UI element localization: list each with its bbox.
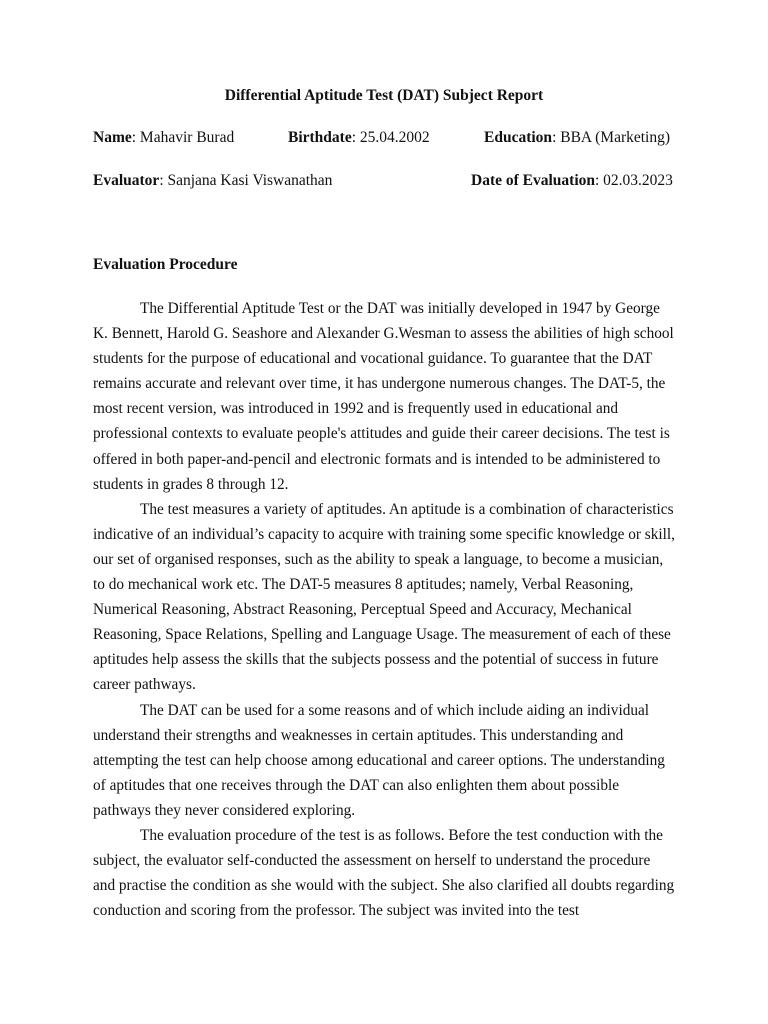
evaluation-date-value: : 02.03.2023	[595, 172, 673, 189]
paragraph: The evaluation procedure of the test is as follows. Before the test conduction with the subject, the evaluator self-conducted the assessment on herself to understand the procedure and practise the condition as she would with the subject. She also clarified all doubts regarding conduction and scoring from the professor. The subject was invited into the test	[93, 826, 675, 920]
education-field	[484, 129, 670, 147]
evaluator-field	[93, 172, 332, 190]
birthdate-label: Birthdate	[288, 129, 352, 146]
evaluation-date-label: Date of Evaluation	[471, 172, 595, 189]
evaluation-date-field	[471, 172, 673, 190]
name-field	[93, 129, 234, 147]
birthdate-value: : 25.04.2002	[351, 129, 430, 146]
evaluator-value: : Sanjana Kasi Viswanathan	[159, 172, 333, 189]
education-value: : BBA (Marketing)	[552, 129, 671, 146]
report-title: Differential Aptitude Test (DAT) Subject Report	[224, 87, 544, 104]
body-text	[93, 296, 675, 923]
name-label: Name	[93, 129, 132, 146]
name-value: : Mahavir Burad	[131, 129, 235, 146]
evaluator-info-row	[93, 172, 675, 192]
paragraph: The DAT can be used for a some reasons and of which include aiding an individual understand their strengths and weaknesses in certain aptitudes. This understanding and attempting the test can help choose among educational and career options. The understanding of aptitudes that one receives through the DAT can also enlighten them about possible pathways they never considered exploring.	[93, 701, 665, 819]
section-heading: Evaluation Procedure	[93, 256, 238, 273]
paragraph: The Differential Aptitude Test or the DAT was initially developed in 1947 by George K. Bennett, Harold G. Seashore and Alexander G.Wesman to assess the abilities of high school students for the purpose of educational and vocational guidance. To guarantee that the DAT remains accurate and relevant over time, it has undergone numerous changes. The DAT-5, the most recent version, was introduced in 1992 and is frequently used in educational and professional contexts to evaluate people's attitudes and guide their career decisions. The test is offered in both paper-and-pencil and electronic formats and is intended to be administered to students in grades 8 through 12.	[93, 300, 674, 493]
evaluator-label: Evaluator	[93, 172, 160, 189]
paragraph: The test measures a variety of aptitudes. An aptitude is a combination of characteristics indicative of an individual’s capacity to acquire with training some specific knowledge or skill, our set of organised responses, such as the ability to speak a language, to become a musician, to do mechanical work etc. The DAT-5 measures 8 aptitudes; namely, Verbal Reasoning, Numerical Reasoning, Abstract Reasoning, Perceptual Speed and Accuracy, Mechanical Reasoning, Space Relations, Spelling and Language Usage. The measurement of each of these aptitudes help assess the skills that the subjects possess and the potential of success in future career pathways.	[93, 500, 675, 694]
education-label: Education	[484, 129, 553, 146]
birthdate-field	[288, 129, 430, 147]
subject-info-row	[93, 129, 675, 149]
